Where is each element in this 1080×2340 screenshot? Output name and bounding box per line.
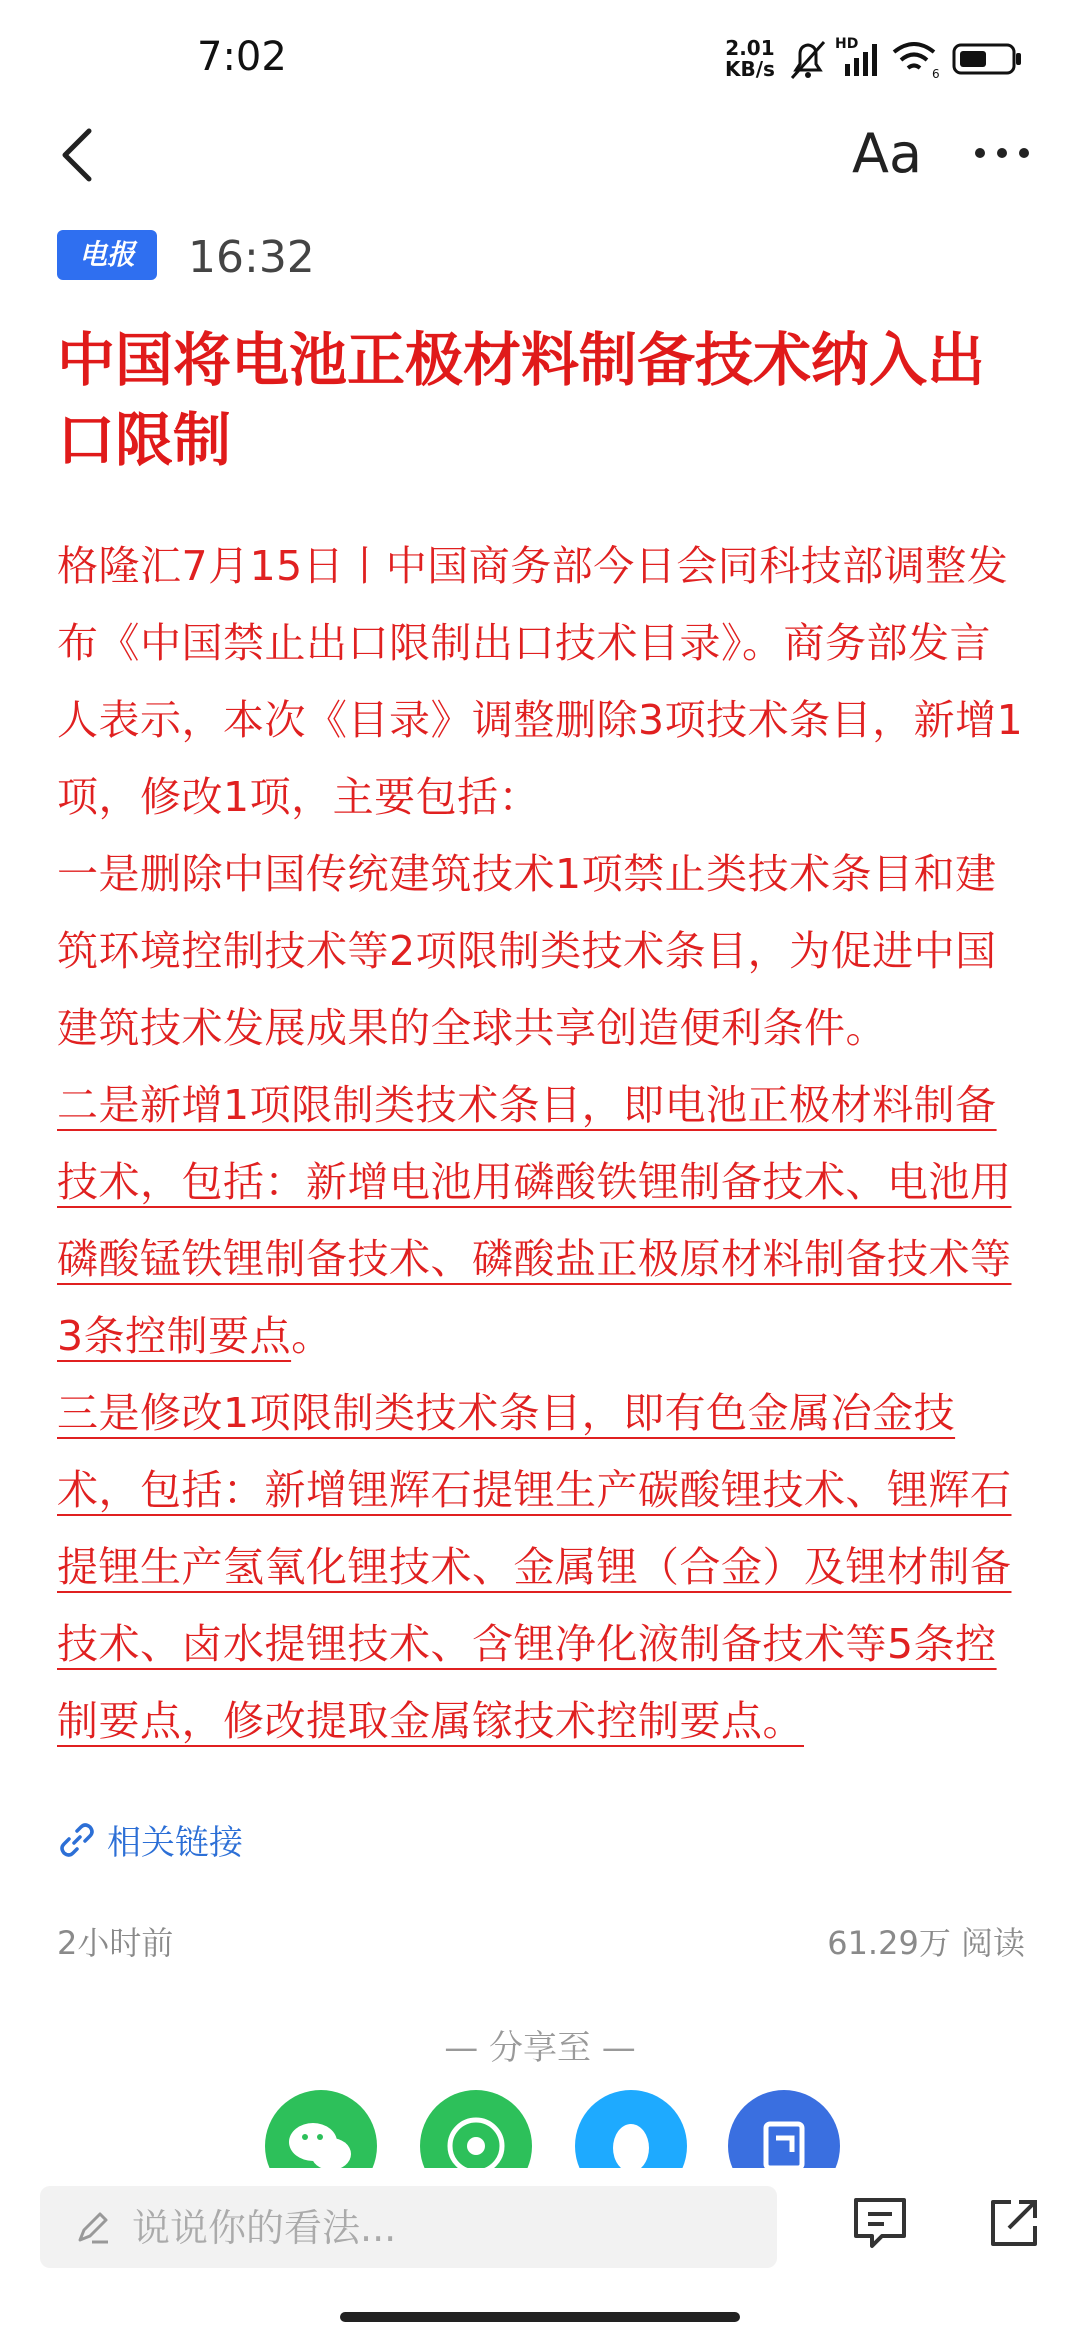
underlined-text: 三是修改1项限制类技术条目，即有色金属冶金技术，包括：新增锂辉石提锂生产碳酸锂技术、锂辉石提锂生产氢氧化锂技术、金属锂（合金）及锂材制备技术、卤水提锂技术、含锂净化液制备技术等5条控制要点，修改提取金属镓技术控制要点。 (57, 1389, 1012, 1745)
wechat-icon[interactable] (265, 2090, 377, 2170)
body-paragraph (57, 1067, 1032, 1375)
underlined-text: 二是新增1项限制类技术条目，即电池正极材料制备技术，包括：新增电池用磷酸铁锂制备技术、电池用磷酸锰铁锂制备技术、磷酸盐正极原材料制备技术等3条控制要点 (57, 1081, 1012, 1360)
related-link-label: 相关链接 (107, 1823, 243, 1863)
body-paragraph (57, 1375, 1032, 1760)
article-headline: 中国将电池正极材料制备技术纳入出口限制 (57, 326, 986, 474)
related-link[interactable] (57, 1815, 243, 1864)
battery-icon (952, 42, 1024, 76)
network-speed-value: 2.01 (725, 36, 775, 60)
svg-text:6: 6 (932, 67, 940, 80)
share-row (0, 2090, 1080, 2170)
comment-input[interactable] (130, 2186, 754, 2270)
moments-icon[interactable] (420, 2090, 532, 2170)
home-indicator[interactable] (340, 2312, 740, 2322)
comments-icon[interactable] (850, 2194, 910, 2252)
body-text: 。 (291, 1312, 333, 1360)
share-out-icon[interactable] (985, 2194, 1043, 2252)
weibo-icon[interactable] (728, 2090, 840, 2170)
pen-icon (72, 2206, 114, 2248)
read-count: 61.29万 阅读 (827, 1924, 1025, 1962)
link-icon (57, 1820, 97, 1860)
telegraph-badge: 电报 (57, 230, 157, 280)
back-icon[interactable] (55, 125, 105, 185)
share-title: — 分享至 — (444, 2028, 636, 2068)
body-paragraph: 格隆汇7月15日丨中国商务部今日会同科技部调整发布《中国禁止出口限制出口技术目录》。商务部发言人表示，本次《目录》调整删除3项技术条目，新增1项，修改1项，主要包括： (57, 542, 1024, 821)
font-size-button[interactable]: Aa (852, 122, 923, 185)
status-time: 7:02 (197, 34, 287, 80)
more-icon[interactable] (972, 128, 1032, 178)
network-speed (725, 38, 775, 80)
bell-off-icon (788, 38, 828, 82)
article-body (57, 528, 1032, 1760)
publish-time: 16:32 (188, 232, 315, 283)
network-speed-unit: KB/s (725, 57, 775, 81)
status-bar (0, 0, 1080, 115)
qq-icon[interactable] (575, 2090, 687, 2170)
body-paragraph: 一是删除中国传统建筑技术1项禁止类技术条目和建筑环境控制技术等2项限制类技术条目，为促进中国建筑技术发展成果的全球共享创造便利条件。 (57, 850, 997, 1052)
signal-icon (835, 34, 885, 80)
time-ago: 2小时前 (57, 1924, 174, 1962)
comment-box[interactable] (40, 2186, 777, 2268)
wifi-icon (890, 36, 944, 80)
svg-text:HD: HD (835, 36, 859, 52)
